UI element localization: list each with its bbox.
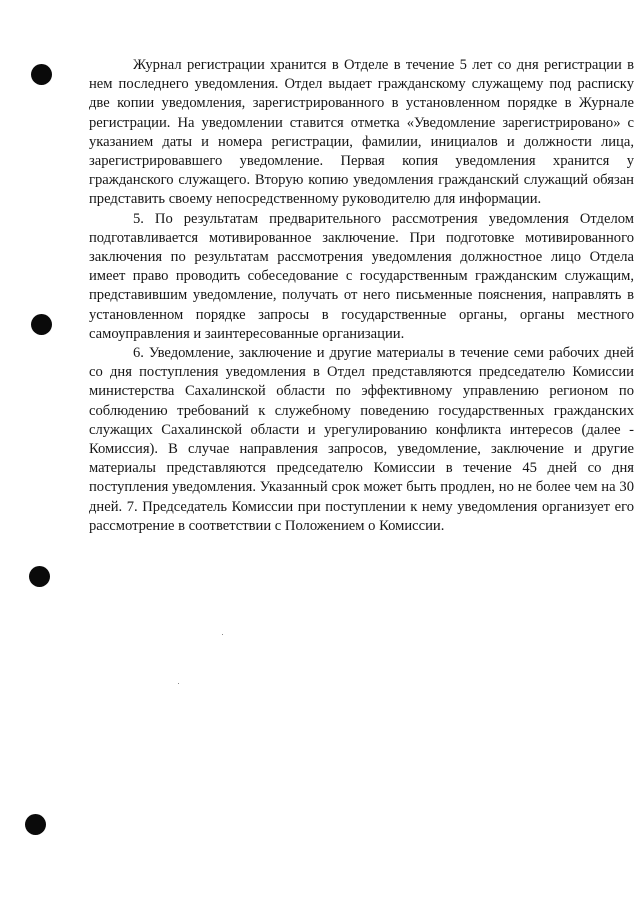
binder-hole-icon (31, 314, 52, 335)
binder-hole-icon (29, 566, 50, 587)
binder-hole-icon (25, 814, 46, 835)
document-body (89, 56, 634, 536)
binder-hole-icon (31, 64, 52, 85)
scan-speck (178, 683, 179, 684)
paragraph-item-6: 6. Уведомление, заключение и другие материалы в течение семи рабочих дней со дня поступления уведомления в Отдел представляются председателю Комиссии министерства Сахалинской области по эффективному управлению регионом по соблюдению требований к служебному поведению государственных гражданских служащих Сахалинской области и урегулированию конфликта интересов (далее - Комиссия). В случае направления запросов, уведомление, заключение и другие материалы представляются председателю Комиссии в течение 45 дней со дня поступления уведомления. Указанный срок может быть продлен, но не более чем на 30 дней. 7. Председатель Комиссии при поступлении к нему уведомления организует его рассмотрение в соответствии с Положением о Комиссии. (89, 345, 634, 534)
paragraph-item-5: 5. По результатам предварительного рассмотрения уведомления Отделом подготавливается мотивированное заключение. При подготовке мотивированного заключения по результатам рассмотрения уведомления должностное лицо Отдела имеет право проводить собеседование с государственным гражданским служащим, представившим уведомление, получать от него письменные пояснения, направлять в установленном порядке запросы в государственные органы, органы местного самоуправления и заинтересованные организации. (89, 210, 634, 342)
scan-speck (222, 634, 223, 635)
paragraph-journal-storage: Журнал регистрации хранится в Отделе в течение 5 лет со дня регистрации в нем последнего уведомления. Отдел выдает гражданскому служащему под расписку две копии уведомления, зарегистрированного в установленном порядке в Журнале регистрации. На уведомлении ставится отметка «Уведомление зарегистрировано» с указанием даты и номера регистрации, фамилии, инициалов и должности лица, зарегистрировавшего уведомление. Первая копия уведомления хранится у гражданского служащего. Вторую копию уведомления гражданский служащий обязан представить своему непосредственному руководителю для информации. (89, 57, 634, 208)
